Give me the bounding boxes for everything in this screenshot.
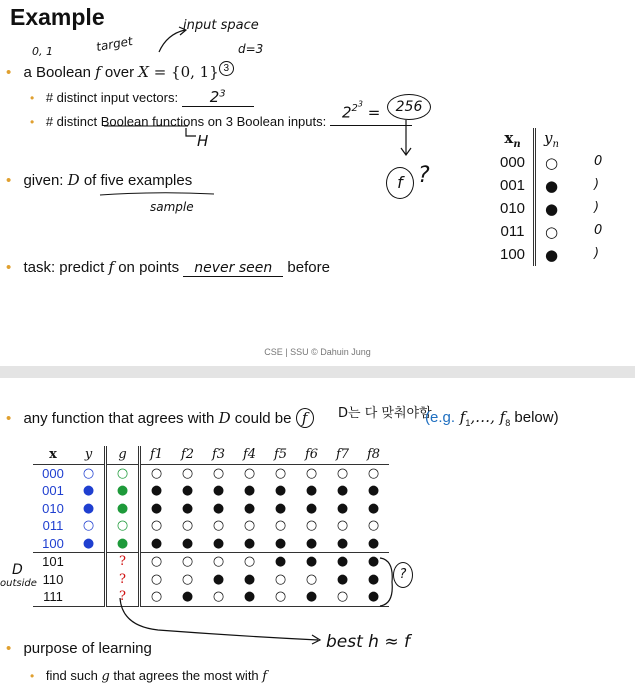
- cell-f3: ○: [212, 554, 225, 570]
- cell-f6: ○: [305, 518, 318, 534]
- sub-label: # distinct Boolean functions on 3 Boolean inputs:: [45, 114, 327, 129]
- cell-y: [73, 588, 106, 606]
- down-arrow-icon: [398, 120, 414, 160]
- handwritten-power: $2^{2^3}$ =: [342, 100, 381, 122]
- col-header-f6: f6: [304, 447, 319, 463]
- cell-f1: ○: [150, 554, 163, 570]
- col-header-f3: f3: [211, 447, 226, 463]
- cell-f7: ○: [336, 589, 349, 605]
- math-D: D: [218, 409, 231, 427]
- bullet-dot-icon: •: [6, 640, 12, 657]
- cell-f1: ●: [150, 535, 163, 551]
- cell-f3: ●: [212, 500, 225, 516]
- cell-x: 110: [42, 571, 64, 587]
- cell-x: 010: [492, 197, 535, 220]
- math-X: X: [138, 63, 149, 81]
- table-row: [33, 482, 389, 500]
- bullet-given-D: [6, 171, 192, 189]
- cell-x: 010: [42, 500, 64, 516]
- note-label: 0: [594, 223, 603, 238]
- cell-f6: ●: [305, 589, 318, 605]
- col-header-y: y: [73, 446, 106, 464]
- cell-f2: ●: [181, 500, 194, 516]
- cell-f4: ○: [243, 554, 256, 570]
- eg-text: (e.g.: [425, 409, 456, 426]
- handwritten-never-seen: never seen: [194, 260, 273, 276]
- cell-f8: ●: [367, 535, 380, 551]
- table-row: [492, 243, 567, 266]
- table-row: [492, 174, 567, 197]
- functions-table: [33, 446, 389, 607]
- math-f: f: [108, 258, 115, 276]
- sub-text-mid: that agrees the most with: [109, 668, 263, 683]
- col-header-f4: f4: [242, 447, 257, 463]
- cell-y: ●: [544, 176, 559, 195]
- cell-f8: ●: [367, 554, 380, 570]
- cell-y: [73, 553, 106, 571]
- cell-f7: ●: [336, 535, 349, 551]
- cell-f6: ●: [305, 554, 318, 570]
- handwritten-value: 2: [209, 88, 220, 106]
- bullet-dot-icon: •: [6, 410, 12, 427]
- bullet-boolean-f: [6, 61, 234, 81]
- power-exp: 2: [351, 103, 358, 115]
- cell-y: ●: [544, 245, 559, 264]
- bullet-dot-icon: •: [6, 64, 12, 81]
- math-f: f: [95, 63, 101, 81]
- sub-input-vectors: [30, 88, 254, 107]
- cell-g: ?: [106, 588, 140, 606]
- corner-arrow-icon: [184, 128, 198, 142]
- sub-bullet-dot-icon: •: [30, 115, 35, 129]
- cell-y: ○: [544, 153, 559, 172]
- cell-f2: ○: [181, 465, 194, 481]
- range-sub-8: 8: [505, 418, 511, 428]
- bullet-text-mid: over: [100, 64, 139, 81]
- table-row: [33, 500, 389, 518]
- table-row: [33, 571, 389, 589]
- cell-x: 111: [43, 589, 63, 605]
- annotation-input-space: input space: [183, 18, 259, 33]
- sub-text: find such: [45, 668, 102, 683]
- dataset-table: [492, 128, 567, 266]
- exponent-circled: 3: [219, 61, 234, 76]
- note-label: ): [594, 200, 600, 215]
- cell-f3: ○: [212, 589, 225, 605]
- handwritten-f-circled: f: [386, 167, 414, 199]
- note-label: 0: [594, 154, 603, 169]
- cell-f3: ●: [212, 535, 225, 551]
- bullet-any-function: [6, 408, 314, 428]
- bullet-text-suffix: before: [283, 259, 330, 276]
- cell-f2: ●: [181, 535, 194, 551]
- cell-f6: ●: [305, 483, 318, 499]
- cell-f4: ●: [243, 483, 256, 499]
- cell-y: [73, 571, 106, 589]
- slide-footer: CSE | SSU © Dahuin Jung: [264, 347, 371, 357]
- cell-f1: ○: [150, 465, 163, 481]
- col-header-f8: f8: [366, 447, 381, 463]
- cell-y: ●: [73, 535, 106, 553]
- slide-separator: [0, 366, 635, 378]
- cell-f5: ○: [274, 465, 287, 481]
- note-label: ): [594, 177, 600, 192]
- cell-x: 100: [492, 243, 535, 266]
- cell-x: 000: [492, 151, 535, 174]
- power-base: 2: [342, 103, 352, 122]
- annotation-best-h: best h ≈ f: [326, 632, 410, 652]
- cell-f1: ○: [150, 571, 163, 587]
- cell-f2: ○: [181, 554, 194, 570]
- cell-f7: ○: [336, 465, 349, 481]
- cell-f1: ○: [150, 589, 163, 605]
- cell-f7: ●: [336, 483, 349, 499]
- col-header-yn: $y_n$: [544, 129, 559, 150]
- cell-f4: ○: [243, 518, 256, 534]
- cell-g: ●: [106, 500, 140, 518]
- cell-f2: ○: [181, 518, 194, 534]
- slide-title: Example: [10, 4, 105, 30]
- math-D: D: [67, 171, 80, 189]
- cell-g: ○: [106, 517, 140, 535]
- table-row: [33, 535, 389, 553]
- math-f-circled: f: [296, 408, 314, 428]
- cell-g: ●: [106, 535, 140, 553]
- cell-f7: ●: [336, 500, 349, 516]
- cell-x: 011: [492, 220, 535, 243]
- cell-f3: ●: [212, 483, 225, 499]
- cell-f7: ●: [336, 554, 349, 570]
- annotation-d3: d=3: [238, 42, 264, 56]
- col-header-x: x: [49, 447, 57, 463]
- cell-f8: ●: [367, 483, 380, 499]
- curve-arrow-icon: [118, 596, 328, 646]
- cell-f3: ●: [212, 571, 225, 587]
- cell-f3: ○: [212, 518, 225, 534]
- bullet-text-suffix: of five examples: [79, 172, 193, 189]
- korean-annotation: D는 다 맞춰야함: [338, 406, 432, 421]
- cell-y: ●: [73, 482, 106, 500]
- cell-g: ●: [106, 482, 140, 500]
- range-sub-1: 1: [465, 418, 471, 428]
- cell-y: ●: [73, 500, 106, 518]
- table-row: [33, 553, 389, 571]
- cell-f4: ○: [243, 465, 256, 481]
- cell-f5: ○: [274, 518, 287, 534]
- cell-g: ○: [106, 464, 140, 482]
- cell-f6: ●: [305, 500, 318, 516]
- cell-f6: ○: [305, 465, 318, 481]
- cell-f8: ○: [367, 518, 380, 534]
- cell-f8: ●: [367, 500, 380, 516]
- range-f: f: [455, 408, 466, 426]
- cell-f7: ○: [336, 518, 349, 534]
- range-suffix: below): [510, 409, 559, 426]
- handwritten-256-circled: 256: [387, 94, 431, 120]
- bullet-purpose: [6, 640, 152, 657]
- annotation-H: H: [197, 132, 209, 150]
- cell-f2: ●: [181, 483, 194, 499]
- annotation-D-outside: D: [12, 562, 23, 578]
- cell-f5: ○: [274, 571, 287, 587]
- cell-f4: ●: [243, 535, 256, 551]
- power-exp2: 3: [357, 100, 364, 109]
- math-eq: =: [148, 63, 172, 81]
- col-header-f5: f5: [273, 447, 288, 463]
- cell-f4: ●: [243, 571, 256, 587]
- bullet-dot-icon: •: [6, 172, 12, 189]
- table-row: [492, 197, 567, 220]
- cell-f3: ○: [212, 465, 225, 481]
- bullet-text: task: predict: [23, 259, 109, 276]
- cell-x: 101: [42, 554, 64, 570]
- annotation-target: target: [95, 33, 134, 55]
- bullet-text: given:: [23, 172, 68, 189]
- cell-f8: ●: [367, 589, 380, 605]
- math-set: {0, 1}: [171, 63, 219, 81]
- cell-x: 100: [42, 535, 64, 551]
- sub-find-g: [30, 668, 267, 684]
- cell-f5: ●: [274, 483, 287, 499]
- example-range: [425, 408, 559, 428]
- table-row: [492, 220, 567, 243]
- cell-f6: ●: [305, 535, 318, 551]
- annotation-sample: sample: [150, 200, 194, 214]
- sub-label: # distinct input vectors:: [45, 90, 179, 105]
- table-row: [33, 464, 389, 482]
- cell-f1: ○: [150, 518, 163, 534]
- cell-x: 011: [42, 518, 64, 534]
- col-header-f1: f1: [149, 447, 164, 463]
- cell-f6: ○: [305, 571, 318, 587]
- cell-f8: ●: [367, 571, 380, 587]
- bullet-text: any function that agrees with: [23, 410, 219, 427]
- col-header-g: g: [106, 446, 140, 464]
- col-header-xn: $x_n$: [492, 128, 535, 151]
- cell-f5: ○: [274, 589, 287, 605]
- cell-g: ?: [106, 553, 140, 571]
- cell-y: ○: [73, 464, 106, 482]
- math-f: f: [262, 669, 268, 684]
- arrow-annotation-icon: [155, 24, 189, 54]
- bullet-dot-icon: •: [6, 259, 12, 276]
- math-g: g: [101, 669, 110, 684]
- cell-x: 001: [492, 174, 535, 197]
- cell-f1: ●: [150, 483, 163, 499]
- cell-f2: ○: [181, 571, 194, 587]
- cell-g: ?: [106, 571, 140, 589]
- table-row: [492, 151, 567, 174]
- bullet-text: a Boolean: [23, 64, 96, 81]
- bullet-text: purpose of learning: [23, 640, 152, 657]
- bullet-text-mid: on points: [114, 259, 184, 276]
- cell-y: ○: [73, 517, 106, 535]
- bullet-task: [6, 258, 330, 277]
- col-header-f2: f2: [180, 447, 195, 463]
- bullet-text-mid: could be: [230, 410, 296, 427]
- cell-x: 000: [42, 465, 64, 481]
- cell-y: ○: [544, 222, 559, 241]
- handwritten-question-circled: ?: [393, 562, 413, 588]
- cell-f4: ●: [243, 589, 256, 605]
- cell-f7: ●: [336, 571, 349, 587]
- handwritten-exp: 3: [219, 88, 226, 100]
- handwritten-question: ?: [418, 163, 430, 188]
- slide-2: [0, 378, 635, 696]
- note-label: ): [594, 246, 600, 261]
- cell-f2: ●: [181, 589, 194, 605]
- cell-f5: ●: [274, 554, 287, 570]
- col-header-f7: f7: [335, 447, 350, 463]
- cell-f4: ●: [243, 500, 256, 516]
- cell-f5: ●: [274, 535, 287, 551]
- cell-f5: ●: [274, 500, 287, 516]
- sub-bullet-dot-icon: •: [30, 91, 35, 105]
- cell-y: ●: [544, 199, 559, 218]
- cell-x: 001: [42, 483, 64, 499]
- sub-bullet-dot-icon: •: [30, 669, 35, 683]
- cell-f8: ○: [367, 465, 380, 481]
- table-row: [33, 517, 389, 535]
- annotation-zero-one: 0, 1: [32, 45, 53, 58]
- cell-f1: ●: [150, 500, 163, 516]
- annotation-outside: outside: [0, 578, 37, 589]
- range-dots: ,…, f: [470, 408, 506, 426]
- handwritten-labels: [594, 150, 602, 265]
- underline-five-examples: [98, 189, 218, 199]
- underline-boolean-functions: [104, 118, 194, 130]
